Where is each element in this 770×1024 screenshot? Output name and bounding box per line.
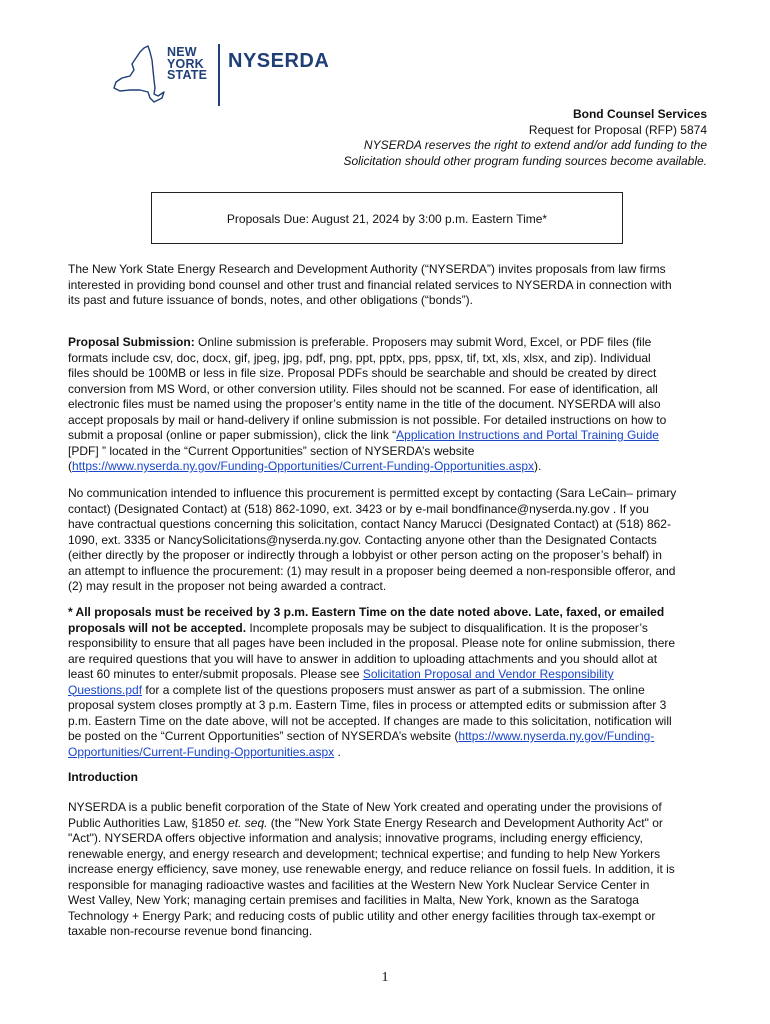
- funding-notice-line-1: NYSERDA reserves the right to extend and/or add funding to the: [363, 138, 707, 152]
- vendor-responsibility-questions-link[interactable]: Solicitation Proposal and Vendor Responsibility: [362, 667, 614, 681]
- introduction-heading: Introduction: [68, 770, 138, 784]
- new-york-state-wordmark: NEW YORK STATE: [167, 45, 208, 82]
- logo-divider: [218, 44, 220, 106]
- vendor-responsibility-questions-link-cont[interactable]: Questions.pdf: [68, 682, 143, 697]
- deadline-paragraph: * All proposals must be received by 3 p.m. Eastern Time on the date noted above. Late, faxed, or emailed proposals will not be accepted. Incomplete proposals may be subject to disqualification. It is the proposer’s responsibility to ensure that all pages have been included in the proposal. Please note for online submission, there are required questions that you will have to answer in addition to uploading attachments and you should allot at least 60 minutes to enter/submit proposals. Please see Solicitation Proposal and Vendor Responsibility Questions.pdf for a complete list of the questions proposers must answer as part of a submission. The online proposal system closes promptly at 3 p.m. Eastern Time, files in process or attempted edits or submission after 3 p.m. Eastern Time on the date above, will not be accepted. If changes are made to this solicitation, notification will be posted on the “Current Opportunities” section of NYSERDA’s website (https://www.nyserda.ny.gov/Funding- Opportunities/Current-Funding-Opportunities.aspx .: [68, 605, 676, 759]
- nyserda-logo: [110, 42, 340, 108]
- nyserda-funding-link[interactable]: https://www.nyserda.ny.gov/Funding-: [458, 729, 655, 743]
- communication-paragraph: No communication intended to influence this procurement is permitted except by contacting (Sara LeCain– primary contact) (Designated Contact) at (518) 862-1090, ext. 3423 or by e-mail bondfinance@nyserda.ny.gov . If you have contractual questions concerning this solicitation, contact Nancy Marucci (Designated Contact) at (518) 862- 1090, ext. 3335 or NancySolicitations@nyserda.ny.gov. Contacting anyone other than the Designated Contacts (either directly by the proposer or indirectly through a lobbyist or other person acting on the proposer’s behalf) in an attempt to influence the procurement: (1) may result in a proposer being deemed a non-responsible offeror, and (2) may result in the proposer not being awarded a contract.: [68, 486, 677, 593]
- intro-paragraph: The New York State Energy Research and Development Authority (“NYSERDA”) invites proposals from law firms interested in providing bond counsel and other trust and financial related services to NYSERDA in connection with its past and future issuance of bonds, notes, and other obligations (“bonds”).: [68, 262, 672, 307]
- rfp-number: Request for Proposal (RFP) 5874: [528, 122, 707, 137]
- application-instructions-link[interactable]: Application Instructions and Portal Training Guide: [396, 428, 659, 442]
- page-number: 1: [381, 970, 389, 985]
- proposal-submission-label: Proposal Submission:: [68, 335, 195, 349]
- nyserda-funding-link-cont[interactable]: Opportunities/Current-Funding-Opportunities.aspx: [68, 744, 335, 759]
- current-funding-opportunities-link[interactable]: https://www.nyserda.ny.gov/Funding-Opportunities/Current-Funding-Opportunities.aspx: [72, 459, 535, 473]
- proposal-submission-paragraph: Proposal Submission: Online submission is preferable. Proposers may submit Word, Excel, or PDF files (file formats include csv, doc, docx, gif, jpeg, jpg, pdf, png, ppt, pptx, pps, ppsx, tif, txt, xls, xlsx, and zip). Individual files should be 100MB or less in file size. Proposal PDFs should be searchable and should be created by direct conversion from MS Word, or other conversion utility. Files should not be scanned. For ease of identification, all electronic files must be named using the proposer’s entity name in the title of the document. NYSERDA will also accept proposals by mail or hand-delivery if online submission is not possible. For detailed instructions on how to submit a proposal (online or paper submission), click the link “Application Instructions and Portal Training Guide [PDF] ” located in the “Current Opportunities” section of NYSERDA’s website (https://www.nyserda.ny.gov/Funding-Opportunities/Current-Funding-Opportunities.aspx).: [68, 335, 667, 473]
- rfp-header: [343, 107, 707, 169]
- introduction-paragraph: NYSERDA is a public benefit corporation of the State of New York created and operating under the provisions of Public Authorities Law, §1850 et. seq. (the "New York State Energy Research and Development Authority Act" or "Act"). NYSERDA offers objective information and analysis; innovative programs, including energy efficiency, renewable energy, and energy research and development; technical expertise; and funding to help New Yorkers increase energy efficiency, save money, use renewable energy, and reduce reliance on fossil fuels. In addition, it is responsible for managing radioactive wastes and facilities at the Western New York Nuclear Service Center in West Valley, New York; managing certain premises and facilities in Malta, New York, known as the Saratoga Technology + Energy Park; and reducing costs of public utility and other energy facilities through tax-exempt or taxable non-recourse revenue bond financing.: [68, 800, 675, 938]
- new-york-state-map-icon: [110, 44, 166, 104]
- nyserda-wordmark: NYSERDA: [228, 50, 330, 72]
- document-title: Bond Counsel Services: [572, 107, 707, 121]
- funding-notice-line-2: Solicitation should other program funding sources become available.: [343, 153, 707, 168]
- proposals-due-box: Proposals Due: August 21, 2024 by 3:00 p.m. Eastern Time*: [151, 192, 623, 244]
